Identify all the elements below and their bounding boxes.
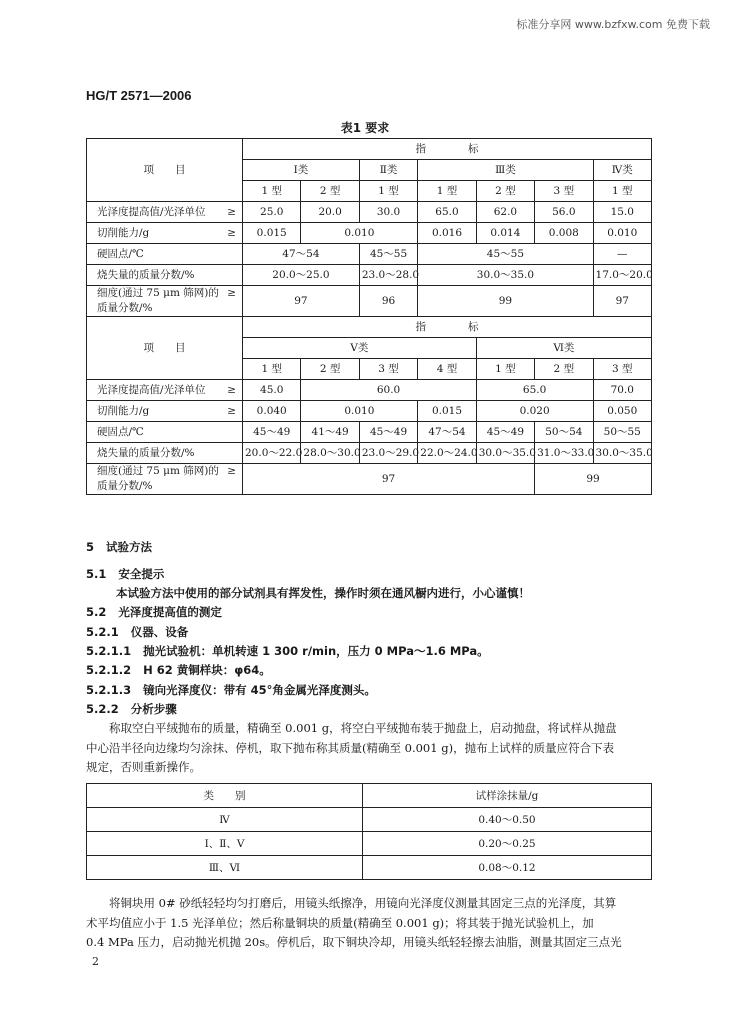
table-cell [87,286,243,317]
cell-text: 56.0 [552,206,576,218]
table-row [87,244,652,265]
cell-category: Ⅳ [87,808,363,832]
cell-text: 硬固点/℃ [97,248,144,260]
table-cell [593,401,651,422]
table-cell [418,160,593,181]
table-row [87,808,652,832]
greater-equal-sign: ≥ [227,465,236,477]
section-heading [116,585,530,601]
table-title: 表1 要求 [340,121,390,135]
table-cell [243,317,652,338]
table-cell [418,244,593,265]
sample-amount-table [86,783,652,880]
section-heading [86,701,177,717]
cell-text: 50～54 [545,426,583,438]
table-cell [243,160,360,181]
table-cell [535,202,593,223]
cell-text: 20.0 [318,206,342,218]
cell-text: — [617,248,628,260]
table-cell [535,181,593,202]
section-text: 本试验方法中使用的部分试剂具有挥发性，操作时须在通风橱内进行，小心谨慎！ [116,586,530,600]
table-cell [418,202,476,223]
cell-amount: 0.08～0.12 [363,856,652,880]
table-cell [243,401,301,422]
cell-text: 1 型 [436,185,458,197]
table-cell [418,422,476,443]
cell-text: 23.0～29.0 [361,447,420,459]
header-amount: 试样涂抹量/g [363,784,652,808]
table-cell [418,443,476,464]
table-cell [593,202,651,223]
cell-text: 0.016 [431,227,462,239]
requirements-table [86,138,652,495]
table-cell [476,443,534,464]
table-row [87,317,652,338]
cell-text: 0.014 [490,227,521,239]
text-line: 规定，否则重新操作。 [86,760,201,774]
cell-text: 30.0～35.0 [478,447,536,459]
cell-text: 3 型 [612,363,633,375]
cell-text: Ⅲ类 [495,164,516,176]
cell-text: 1 型 [612,185,633,197]
table-cell [301,401,418,422]
cell-text: 31.0～33.0 [537,447,595,459]
table-cell [243,359,301,380]
greater-equal-sign: ≥ [227,287,236,299]
text-line: 0.4 MPa 压力，启动抛光机抛 20s。停机后，取下铜块冷却，用镜头纸轻轻擦去油脂，测量其固定三点光 [86,935,622,949]
table-row [87,223,652,244]
cell-text: 45～55 [369,248,408,260]
table-row [87,265,652,286]
section-number: 5.2 [86,605,107,619]
table-cell [243,464,535,495]
table-cell [87,317,243,380]
greater-equal-sign: ≥ [227,405,236,417]
table-cell [535,422,593,443]
table-cell [87,139,243,202]
table-cell [243,139,652,160]
cell-text: 0.015 [431,405,462,417]
table-cell [243,265,360,286]
header-category: 类 别 [87,784,363,808]
cell-category: Ⅰ、Ⅱ、Ⅴ [87,832,363,856]
table-cell [593,443,651,464]
table-cell [476,338,651,359]
table-cell [476,422,534,443]
section-text: 安全提示 [118,567,165,581]
table-cell [359,181,417,202]
section-heading [86,682,376,698]
cell-text: Ⅳ类 [611,164,633,176]
section-text: 光泽度提高值的测定 [118,605,222,619]
cell-text: 2 型 [553,363,575,375]
table-cell [593,265,651,286]
table-row [87,832,652,856]
cell-text: 项 目 [143,164,186,176]
cell-text: 45～49 [369,426,408,438]
table-cell [535,464,652,495]
table-cell [476,401,593,422]
cell-amount: 0.20～0.25 [363,832,652,856]
table-cell [243,202,301,223]
cell-text: 1 型 [261,363,282,375]
section-heading [86,566,164,582]
table-cell [535,223,593,244]
table-row [87,464,652,495]
cell-text: 0.015 [256,227,287,239]
cell-text: Ⅰ类 [293,164,309,176]
section-heading [86,643,489,659]
table-cell [476,380,593,401]
cell-text: 20.0～22.0 [245,447,303,459]
cell-text: 硬固点/℃ [97,426,144,438]
cell-text: 细度(通过 75 μm 筛网)的质量分数/% [97,287,219,314]
cell-text: 0.010 [344,227,375,239]
section-heading [86,662,271,678]
cell-text: 97 [381,473,396,485]
table-cell [359,244,417,265]
cell-text: 45～55 [486,248,525,260]
table-cell [359,202,417,223]
cell-text: 70.0 [610,384,634,396]
cell-text: Ⅵ类 [553,342,575,354]
cell-text: 切削能力/g [97,227,150,239]
cell-text: 烧失量的质量分数/% [97,447,195,459]
table-cell [243,422,301,443]
cell-text: 65.0 [435,206,459,218]
table-cell [243,244,360,265]
table-row [87,856,652,880]
cell-text: 60.0 [376,384,401,396]
cell-text: Ⅴ类 [350,342,369,354]
cell-text: 1 型 [261,185,282,197]
cell-text: 30.0～35.0 [595,447,653,459]
table-cell [87,223,243,244]
cell-text: 97 [615,295,629,307]
table-cell [593,160,651,181]
table-cell [476,202,534,223]
table-row [87,443,652,464]
cell-text: 47～54 [428,426,466,438]
table-cell [418,265,593,286]
table-cell [593,359,651,380]
greater-equal-sign: ≥ [227,206,236,218]
section-heading [86,624,188,640]
table-cell [243,223,301,244]
table-cell [87,464,243,495]
table-cell [359,359,417,380]
cell-category: Ⅲ、Ⅵ [87,856,363,880]
table-cell [87,422,243,443]
cell-text: 指 标 [415,143,479,155]
cell-text: 烧失量的质量分数/% [97,269,195,281]
table-row [87,286,652,317]
cell-text: 项 目 [143,342,186,354]
text-line: 将铜块用 0# 砂纸轻轻均匀打磨后，用镜头纸擦净，用镜向光泽度仪测量其固定三点的光泽度，其算 [86,896,617,910]
table-cell [535,359,593,380]
cell-text: 2 型 [319,363,341,375]
cell-text: 99 [498,295,513,307]
cell-text: 1 型 [495,363,516,375]
table-row [87,422,652,443]
section-text: H 62 黄铜样块：φ64。 [143,663,271,677]
cell-text: Ⅱ类 [379,164,398,176]
cell-text: 0.050 [607,405,638,417]
table-cell [87,244,243,265]
table-cell [301,422,359,443]
cell-text: 25.0 [260,206,284,218]
cell-text: 45～49 [253,426,291,438]
cell-text: 62.0 [493,206,518,218]
section-number: 5 [86,540,95,554]
cell-text: 光泽度提高值/光泽单位 [97,384,206,396]
section-number: 5.2.1 [86,625,119,639]
table-cell [87,202,243,223]
cell-text: 99 [586,473,600,485]
cell-amount: 0.40～0.50 [363,808,652,832]
table-cell [359,422,417,443]
table-cell [87,443,243,464]
cell-text: 光泽度提高值/光泽单位 [97,206,206,218]
greater-equal-sign: ≥ [227,384,236,396]
text-line: 中心沿半径向边缘均匀涂抹、停机，取下抛布称其质量(精确至 0.001 g)，抛布上试样的质量应符合下表 [86,741,615,755]
table-row [87,139,652,160]
table-cell [593,422,651,443]
cell-text: 17.0～20.0 [595,269,653,281]
standard-code: HG/T 2571—2006 [86,88,192,103]
table-cell [301,443,359,464]
requirements-table-part2 [86,316,652,495]
cell-text: 3 型 [378,363,399,375]
table-cell [593,380,651,401]
table-cell [301,181,359,202]
section-number: 5.2.1.3 [86,683,132,697]
cell-text: 1 型 [378,185,399,197]
table-cell [243,286,360,317]
table-cell [301,223,418,244]
greater-equal-sign: ≥ [227,227,236,239]
cell-text: 0.008 [548,227,579,239]
table-cell [593,223,651,244]
table-cell [535,443,593,464]
table-cell [87,380,243,401]
table-cell [476,223,534,244]
table-cell [418,286,593,317]
table-row [87,401,652,422]
section-number: 5.2.2 [86,702,119,716]
cell-text: 45.0 [260,384,284,396]
cell-text: 0.010 [607,227,638,239]
table-cell [476,359,534,380]
text-line: 称取空白平绒抛布的质量，精确至 0.001 g，将空白平绒抛布装于抛盘上，启动抛盘，将试样从抛盘 [86,721,617,735]
cell-text: 96 [381,295,396,307]
cell-text: 28.0～30.0 [303,447,361,459]
cell-text: 0.040 [256,405,287,417]
section-number: 5.1 [86,567,107,581]
table-cell [243,181,301,202]
section-heading [86,539,152,555]
section-number: 5.2.1.1 [86,644,132,658]
table-cell [418,401,476,422]
table-cell [418,223,476,244]
cell-text: 30.0～35.0 [476,269,535,281]
cell-text: 41～49 [311,426,349,438]
cell-text: 47～54 [282,248,320,260]
table-cell [359,286,417,317]
text-line: 术平均值应小于 1.5 光泽单位；然后称量铜块的质量(精确至 0.001 g)；将其装于抛光试验机上，加 [86,916,594,930]
table-cell [87,265,243,286]
cell-text: 切削能力/g [97,405,150,417]
table-cell [476,181,534,202]
cell-text: 22.0～24.0 [420,447,478,459]
cell-text: 15.0 [610,206,634,218]
table-cell [593,244,651,265]
cell-text: 97 [294,295,308,307]
section-number: 5.2.1.2 [86,663,132,677]
table-cell [301,202,359,223]
cell-text: 50～55 [603,426,641,438]
cell-text: 20.0～25.0 [272,269,330,281]
table-cell [301,359,359,380]
section-heading [86,604,222,620]
table-row [87,202,652,223]
table-cell [87,401,243,422]
table-cell [593,181,651,202]
cell-text: 65.0 [522,384,547,396]
table-cell [359,265,420,286]
table-header-row [87,784,652,808]
cell-text: 30.0 [376,206,401,218]
cell-text: 2 型 [495,185,516,197]
watermark: 标准分享网 www.bzfxw.com 免费下载 [516,18,710,31]
requirements-table-part1 [86,138,652,317]
cell-text: 0.020 [519,405,550,417]
table-cell [418,359,476,380]
cell-text: 4 型 [436,363,458,375]
table-cell [243,338,477,359]
table-cell [359,443,420,464]
table-cell [243,443,301,464]
table-cell [243,380,301,401]
section-text: 抛光试验机：单机转速 1 300 r/min，压力 0 MPa～1.6 MPa。 [143,644,489,658]
cell-text: 0.010 [344,405,375,417]
table-cell [593,286,651,317]
cell-text: 23.0～28.0 [361,269,420,281]
cell-text: 细度(通过 75 μm 筛网)的质量分数/% [97,465,219,492]
section-text: 试验方法 [106,540,153,554]
cell-text: 3 型 [553,185,575,197]
cell-text: 45～49 [486,426,525,438]
table-row [87,380,652,401]
table-cell [359,160,417,181]
section-text: 仪器、设备 [130,625,189,639]
page-number: 2 [92,955,99,968]
table-cell [418,181,476,202]
section-text: 镜向光泽度仪：带有 45°角金属光泽度测头。 [143,683,376,697]
table-cell [301,380,476,401]
section-text: 分析步骤 [130,702,177,716]
cell-text: 指 标 [415,321,479,333]
cell-text: 2 型 [319,185,341,197]
